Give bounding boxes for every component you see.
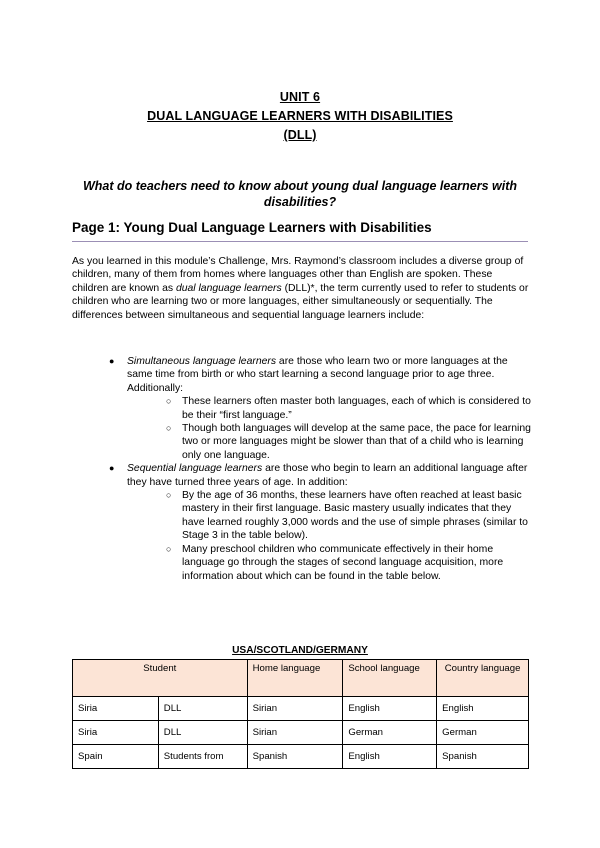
table-cell: Spain bbox=[73, 745, 159, 769]
table-cell: English bbox=[343, 697, 437, 721]
header-school-language: School language bbox=[343, 660, 437, 697]
bullet-icon: ● bbox=[109, 463, 115, 474]
list-item-simultaneous bbox=[72, 355, 532, 395]
table-header-row bbox=[73, 660, 529, 697]
intro-text-2: (DLL)*, the term currently used to refer to students or children who are learning two or more languages, either simultaneously or sequentially. The differences between simultaneous and sequential language learners include: bbox=[72, 282, 529, 321]
sub-item-text: Many preschool children who communicate effectively in their home language go through the stages of second language acquisition, more information about which can be found in the table below. bbox=[182, 543, 504, 582]
sub-item bbox=[72, 489, 532, 543]
list-item-term: Sequential language learners bbox=[127, 463, 263, 475]
sub-item-text: These learners often master both languages, each of which is considered to be their “first language.” bbox=[182, 396, 531, 421]
header-country-language: Country language bbox=[437, 660, 529, 697]
table-cell: Siria bbox=[73, 721, 159, 745]
circle-bullet-icon: ○ bbox=[166, 490, 172, 501]
list-item-text: are those who begin to learn an additional language after they have turned three years of age. In addition: bbox=[127, 463, 528, 488]
table-row bbox=[73, 721, 529, 745]
intro-text-1: As you learned in this module’s Challenge, Mrs. Raymond’s classroom includes a diverse group of children, many of them from homes where languages other than English are spoken. These children are known as bbox=[72, 256, 524, 294]
table-cell: English bbox=[343, 745, 437, 769]
table-cell: Spanish bbox=[437, 745, 529, 769]
intro-paragraph bbox=[72, 255, 530, 322]
learner-types-list bbox=[72, 355, 532, 583]
sub-item bbox=[72, 543, 532, 583]
header-home-language: Home language bbox=[247, 660, 343, 697]
sub-item bbox=[72, 395, 532, 422]
intro-term: dual language learners bbox=[175, 282, 282, 294]
list-item-text: are those who learn two or more languages at the same time from birth or who start learning a second language prior to age three. Additionally: bbox=[127, 356, 508, 394]
circle-bullet-icon: ○ bbox=[166, 396, 172, 407]
section-heading: Page 1: Young Dual Language Learners with Disabilities bbox=[72, 220, 432, 235]
table-title: USA/SCOTLAND/GERMANY bbox=[232, 645, 368, 656]
table-cell: DLL bbox=[158, 721, 247, 745]
unit-title bbox=[0, 88, 600, 145]
guiding-question: What do teachers need to know about young dual language learners with disabilities? bbox=[82, 179, 518, 209]
table-row bbox=[73, 745, 529, 769]
list-item-sequential bbox=[72, 462, 532, 489]
language-table bbox=[72, 659, 529, 769]
table-row bbox=[73, 697, 529, 721]
table-cell: Students from bbox=[158, 745, 247, 769]
table-cell: English bbox=[437, 697, 529, 721]
sub-item bbox=[72, 422, 532, 462]
table-cell: DLL bbox=[158, 697, 247, 721]
table-cell: German bbox=[437, 721, 529, 745]
sub-item-text: By the age of 36 months, these learners have often reached at least basic mastery in their first language. Basic mastery usually indicates that they have learned roughly 3,000 words and the use of simple phrases (similar to Stage 3 in the table below). bbox=[182, 490, 528, 542]
unit-abbreviation: (DLL) bbox=[283, 128, 317, 142]
table-cell: Siria bbox=[73, 697, 159, 721]
table-cell: Sirian bbox=[247, 721, 343, 745]
unit-number: UNIT 6 bbox=[279, 90, 321, 104]
circle-bullet-icon: ○ bbox=[166, 543, 172, 554]
header-student: Student bbox=[73, 660, 248, 697]
heading-divider bbox=[72, 241, 528, 242]
table-cell: German bbox=[343, 721, 437, 745]
sub-item-text: Though both languages will develop at the same pace, the pace for learning two or more languages might be slower than that of a child who is learning only one language. bbox=[182, 423, 531, 461]
unit-name: DUAL LANGUAGE LEARNERS WITH DISABILITIES bbox=[147, 109, 453, 123]
circle-bullet-icon: ○ bbox=[166, 423, 172, 434]
bullet-icon: ● bbox=[109, 356, 115, 366]
list-item-term: Simultaneous language learners bbox=[127, 356, 277, 367]
table-cell: Spanish bbox=[247, 745, 343, 769]
table-cell: Sirian bbox=[247, 697, 343, 721]
